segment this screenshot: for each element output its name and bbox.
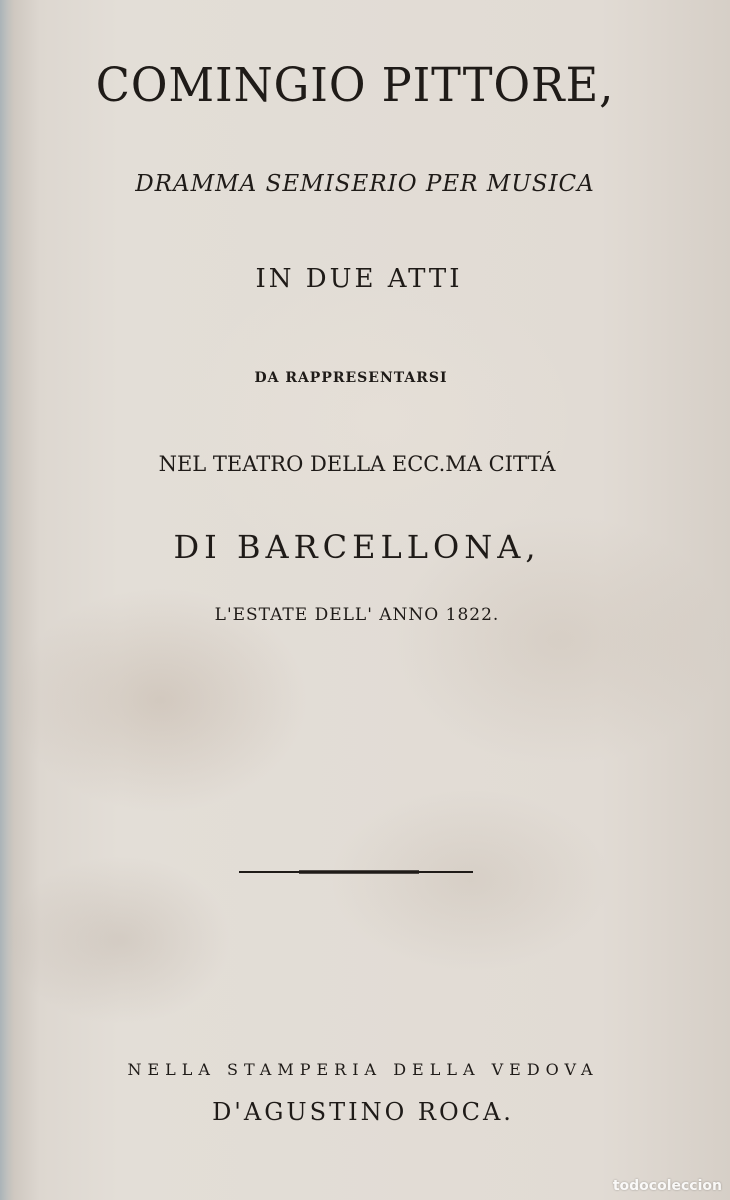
- printer-line-2: D'AGUSTINO ROCA.: [212, 1098, 514, 1126]
- city-line: DI BARCELLONA,: [173, 528, 541, 566]
- document-title: COMINGIO PITTORE,: [95, 58, 615, 113]
- printer-line-1: NELLA STAMPERIA DELLA VEDOVA: [127, 1060, 599, 1079]
- ornamental-rule: [239, 869, 473, 875]
- acts-line: IN DUE ATTI: [255, 264, 463, 294]
- watermark-text: todocoleccion: [612, 1178, 722, 1194]
- representation-line: DA RAPPRESENTARSI: [254, 370, 448, 386]
- date-line: L'ESTATE DELL' ANNO 1822.: [214, 605, 500, 625]
- theatre-line: NEL TEATRO DELLA ECC.MA CITTÁ: [158, 452, 556, 476]
- document-subtitle: DRAMMA SEMISERIO PER MUSICA: [135, 171, 595, 197]
